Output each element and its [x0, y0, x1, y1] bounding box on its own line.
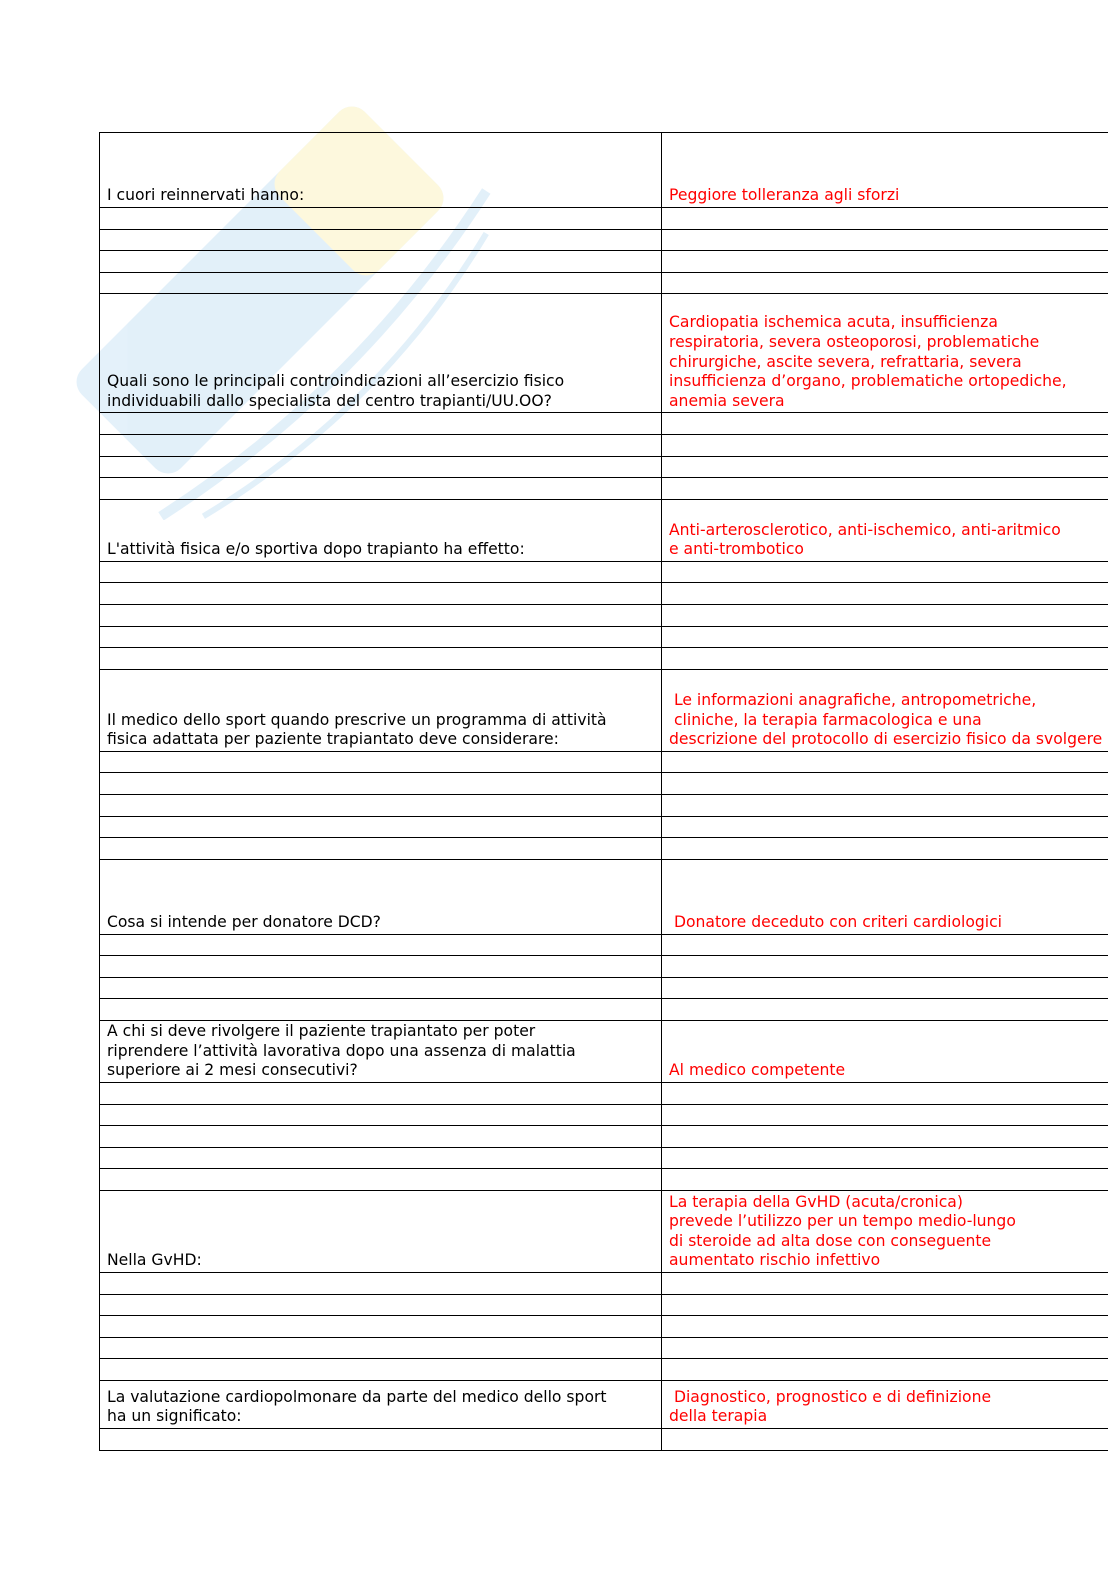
empty-cell [100, 626, 662, 648]
empty-cell [662, 1359, 1109, 1381]
empty-cell [100, 1337, 662, 1359]
question-cell: I cuori reinnervati hanno: [100, 133, 662, 208]
blank-row [100, 648, 1109, 670]
empty-cell [662, 1273, 1109, 1295]
empty-cell [662, 478, 1109, 500]
blank-row [100, 456, 1109, 478]
empty-cell [662, 816, 1109, 838]
blank-row [100, 999, 1109, 1021]
answer-cell: Anti-arterosclerotico, anti-ischemico, anti-aritmico e anti-trombotico [662, 499, 1109, 561]
empty-cell [662, 1104, 1109, 1126]
empty-cell [100, 456, 662, 478]
empty-cell [662, 251, 1109, 273]
empty-cell [100, 838, 662, 860]
empty-cell [662, 434, 1109, 456]
empty-cell [100, 648, 662, 670]
qa-row [100, 1191, 1109, 1273]
blank-row [100, 1104, 1109, 1126]
qa-row [100, 1381, 1109, 1429]
empty-cell [662, 956, 1109, 978]
empty-cell [662, 456, 1109, 478]
empty-cell [662, 1294, 1109, 1316]
blank-row [100, 1126, 1109, 1148]
empty-cell [662, 977, 1109, 999]
empty-cell [100, 604, 662, 626]
blank-row [100, 1359, 1109, 1381]
blank-row [100, 956, 1109, 978]
empty-cell [662, 794, 1109, 816]
empty-cell [662, 1429, 1109, 1451]
empty-cell [662, 561, 1109, 583]
empty-cell [662, 934, 1109, 956]
empty-cell [100, 229, 662, 251]
blank-row [100, 816, 1109, 838]
blank-row [100, 1147, 1109, 1169]
empty-cell [100, 934, 662, 956]
blank-row [100, 1337, 1109, 1359]
empty-cell [100, 413, 662, 435]
blank-row [100, 751, 1109, 773]
blank-row [100, 1294, 1109, 1316]
empty-cell [662, 1126, 1109, 1148]
empty-cell [100, 1359, 662, 1381]
answer-cell: Cardiopatia ischemica acuta, insufficienza respiratoria, severa osteoporosi, problematiche chirurgiche, ascite severa, refrattaria, severa insufficienza d’organo, problematiche ortopediche, anemia severa [662, 294, 1109, 413]
question-cell: Nella GvHD: [100, 1191, 662, 1273]
blank-row [100, 1429, 1109, 1451]
empty-cell [662, 626, 1109, 648]
empty-cell [100, 773, 662, 795]
empty-cell [662, 1083, 1109, 1105]
question-cell: Il medico dello sport quando prescrive un programma di attività fisica adattata per paziente trapiantato deve considerare: [100, 669, 662, 751]
blank-row [100, 272, 1109, 294]
empty-cell [662, 583, 1109, 605]
blank-row [100, 626, 1109, 648]
empty-cell [662, 272, 1109, 294]
answer-cell: La terapia della GvHD (acuta/cronica) prevede l’utilizzo per un tempo medio-lungo di steroide ad alta dose con conseguente aumentato rischio infettivo [662, 1191, 1109, 1273]
empty-cell [100, 751, 662, 773]
empty-cell [100, 1294, 662, 1316]
empty-cell [100, 794, 662, 816]
empty-cell [100, 1147, 662, 1169]
qa-row [100, 133, 1109, 208]
qa-table [99, 132, 1108, 1451]
empty-cell [100, 1104, 662, 1126]
blank-row [100, 478, 1109, 500]
empty-cell [662, 773, 1109, 795]
empty-cell [100, 816, 662, 838]
empty-cell [100, 208, 662, 230]
blank-row [100, 229, 1109, 251]
answer-cell: Donatore deceduto con criteri cardiologici [662, 859, 1109, 934]
empty-cell [100, 1126, 662, 1148]
empty-cell [662, 229, 1109, 251]
blank-row [100, 561, 1109, 583]
empty-cell [100, 251, 662, 273]
empty-cell [662, 1147, 1109, 1169]
blank-row [100, 413, 1109, 435]
blank-row [100, 838, 1109, 860]
empty-cell [100, 999, 662, 1021]
question-cell: Cosa si intende per donatore DCD? [100, 859, 662, 934]
empty-cell [662, 604, 1109, 626]
empty-cell [662, 1169, 1109, 1191]
qa-row [100, 859, 1109, 934]
empty-cell [100, 1429, 662, 1451]
qa-row [100, 669, 1109, 751]
blank-row [100, 583, 1109, 605]
blank-row [100, 208, 1109, 230]
empty-cell [100, 583, 662, 605]
blank-row [100, 1169, 1109, 1191]
blank-row [100, 604, 1109, 626]
question-cell: Quali sono le principali controindicazioni all’esercizio fisico individuabili dallo specialista del centro trapianti/UU.OO? [100, 294, 662, 413]
empty-cell [662, 751, 1109, 773]
empty-cell [100, 977, 662, 999]
qa-row [100, 499, 1109, 561]
empty-cell [100, 1316, 662, 1338]
answer-cell: Le informazioni anagrafiche, antropometriche, cliniche, la terapia farmacologica e una descrizione del protocollo di esercizio fisico da svolgere [662, 669, 1109, 751]
qa-row [100, 1021, 1109, 1083]
empty-cell [662, 1337, 1109, 1359]
question-cell: A chi si deve rivolgere il paziente trapiantato per poter riprendere l’attività lavorativa dopo una assenza di malattia superiore ai 2 mesi consecutivi? [100, 1021, 662, 1083]
empty-cell [100, 1083, 662, 1105]
empty-cell [100, 434, 662, 456]
blank-row [100, 977, 1109, 999]
empty-cell [100, 1273, 662, 1295]
blank-row [100, 251, 1109, 273]
empty-cell [100, 478, 662, 500]
empty-cell [662, 648, 1109, 670]
answer-cell: Diagnostico, prognostico e di definizione della terapia [662, 1381, 1109, 1429]
empty-cell [100, 272, 662, 294]
empty-cell [100, 561, 662, 583]
blank-row [100, 1083, 1109, 1105]
answer-cell: Al medico competente [662, 1021, 1109, 1083]
qa-row [100, 294, 1109, 413]
blank-row [100, 1273, 1109, 1295]
answer-cell: Peggiore tolleranza agli sforzi [662, 133, 1109, 208]
empty-cell [662, 1316, 1109, 1338]
blank-row [100, 773, 1109, 795]
empty-cell [662, 999, 1109, 1021]
blank-row [100, 434, 1109, 456]
question-cell: L'attività fisica e/o sportiva dopo trapianto ha effetto: [100, 499, 662, 561]
empty-cell [100, 1169, 662, 1191]
blank-row [100, 934, 1109, 956]
empty-cell [662, 413, 1109, 435]
question-cell: La valutazione cardiopolmonare da parte del medico dello sport ha un significato: [100, 1381, 662, 1429]
blank-row [100, 1316, 1109, 1338]
empty-cell [662, 208, 1109, 230]
empty-cell [100, 956, 662, 978]
blank-row [100, 794, 1109, 816]
empty-cell [662, 838, 1109, 860]
